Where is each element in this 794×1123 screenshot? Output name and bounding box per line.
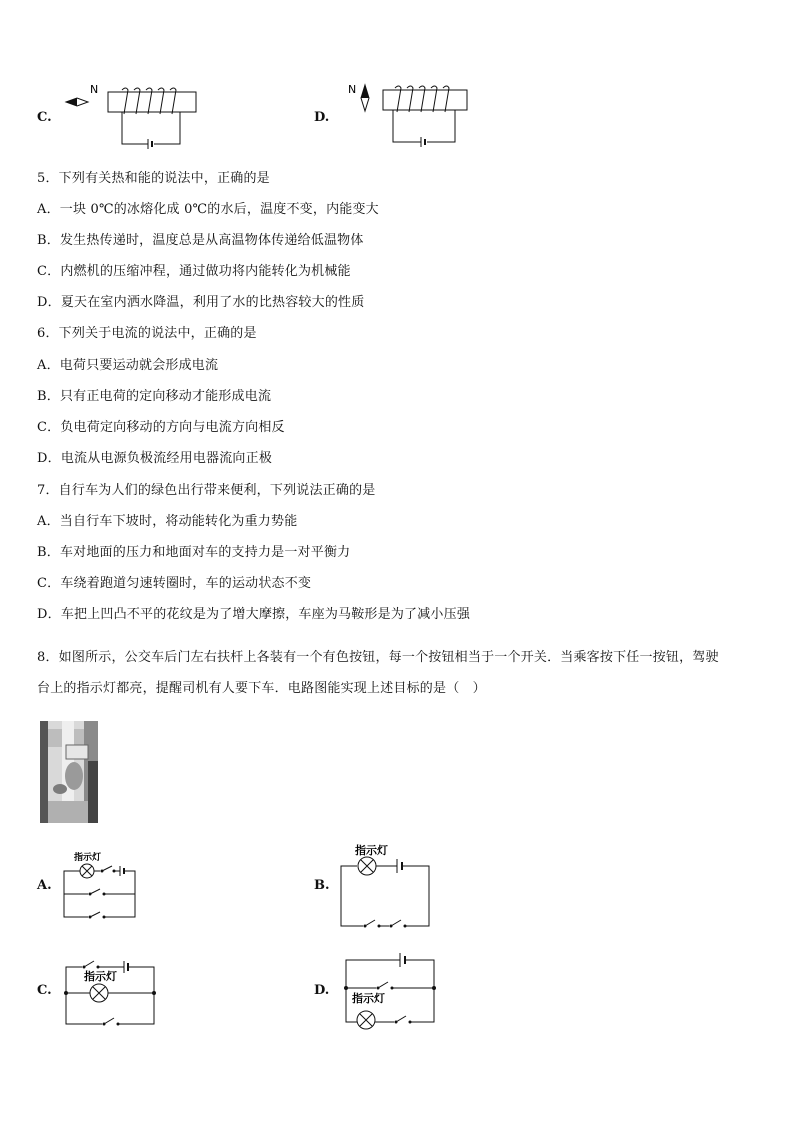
indicator-lamp-label: 指示灯 bbox=[84, 970, 117, 983]
question-6-option-a: A．电荷只要运动就会形成电流 bbox=[37, 358, 219, 373]
question-6-option-c: C．负电荷定向移动的方向与电流方向相反 bbox=[37, 420, 285, 435]
circuit-wire bbox=[341, 866, 429, 926]
q4-option-c-figure bbox=[60, 80, 205, 150]
circuit-wire bbox=[393, 110, 455, 142]
question-8-stem-line-1: 8．如图所示，公交车后门左右扶杆上各装有一个有色按钮，每一个按钮相当于一个开关．当乘客按下任一按钮，驾驶 bbox=[37, 650, 719, 665]
question-5-option-a: A．一块 0℃的冰熔化成 0℃的水后，温度不变，内能变大 bbox=[37, 202, 379, 217]
compass-needle-north-half bbox=[361, 85, 369, 98]
q8-option-a-letter: A. bbox=[37, 878, 52, 893]
q4-d-pole-label: N bbox=[348, 83, 357, 96]
q8-option-c-letter: C. bbox=[37, 983, 52, 998]
q8-option-d-circuit bbox=[340, 948, 440, 1030]
solenoid-core bbox=[383, 90, 467, 110]
q4-option-c-letter: C. bbox=[37, 110, 52, 125]
q4-c-pole-label: N bbox=[90, 83, 99, 96]
question-5-stem: 5．下列有关热和能的说法中，正确的是 bbox=[37, 171, 270, 186]
question-7-option-b: B．车对地面的压力和地面对车的支持力是一对平衡力 bbox=[37, 545, 351, 560]
question-7-option-c: C．车绕着跑道匀速转圈时，车的运动状态不变 bbox=[37, 576, 312, 591]
q8-option-c-circuit bbox=[60, 955, 160, 1029]
q8-option-b-letter: B. bbox=[314, 878, 330, 893]
indicator-lamp-label: 指示灯 bbox=[74, 853, 102, 863]
question-6-stem: 6．下列关于电流的说法中，正确的是 bbox=[37, 326, 257, 341]
indicator-lamp-label: 指示灯 bbox=[352, 992, 385, 1005]
question-7-option-d: D．车把上凹凸不平的花纹是为了增大摩擦，车座为马鞍形是为了减小压强 bbox=[37, 607, 471, 622]
question-5-option-c: C．内燃机的压缩冲程，通过做功将内能转化为机械能 bbox=[37, 264, 351, 279]
question-7-stem: 7．自行车为人们的绿色出行带来便利，下列说法正确的是 bbox=[37, 483, 376, 498]
q8-option-a-circuit bbox=[58, 848, 140, 922]
question-5-option-d: D．夏天在室内洒水降温，利用了水的比热容较大的性质 bbox=[37, 295, 365, 310]
question-6-option-b: B．只有正电荷的定向移动才能形成电流 bbox=[37, 389, 272, 404]
compass-needle-north-half bbox=[66, 98, 77, 106]
circuit-wire bbox=[122, 112, 180, 144]
solenoid-core bbox=[108, 92, 196, 112]
question-5-option-b: B．发生热传递时，温度总是从高温物体传递给低温物体 bbox=[37, 233, 364, 248]
question-7-option-a: A．当自行车下坡时，将动能转化为重力势能 bbox=[37, 514, 298, 529]
q8-option-b-circuit bbox=[335, 840, 435, 932]
indicator-lamp-label: 指示灯 bbox=[355, 844, 388, 857]
q8-option-d-letter: D. bbox=[314, 983, 330, 998]
q4-option-d-letter: D. bbox=[314, 110, 330, 125]
q4-option-d-figure bbox=[345, 80, 475, 150]
switch-icon bbox=[378, 982, 388, 988]
bus-handrail-photo bbox=[40, 721, 98, 823]
question-8-stem-line-2: 台上的指示灯都亮，提醒司机有人要下车．电路图能实现上述目标的是（ ） bbox=[37, 681, 486, 696]
question-6-option-d: D．电流从电源负极流经用电器流向正极 bbox=[37, 451, 273, 466]
